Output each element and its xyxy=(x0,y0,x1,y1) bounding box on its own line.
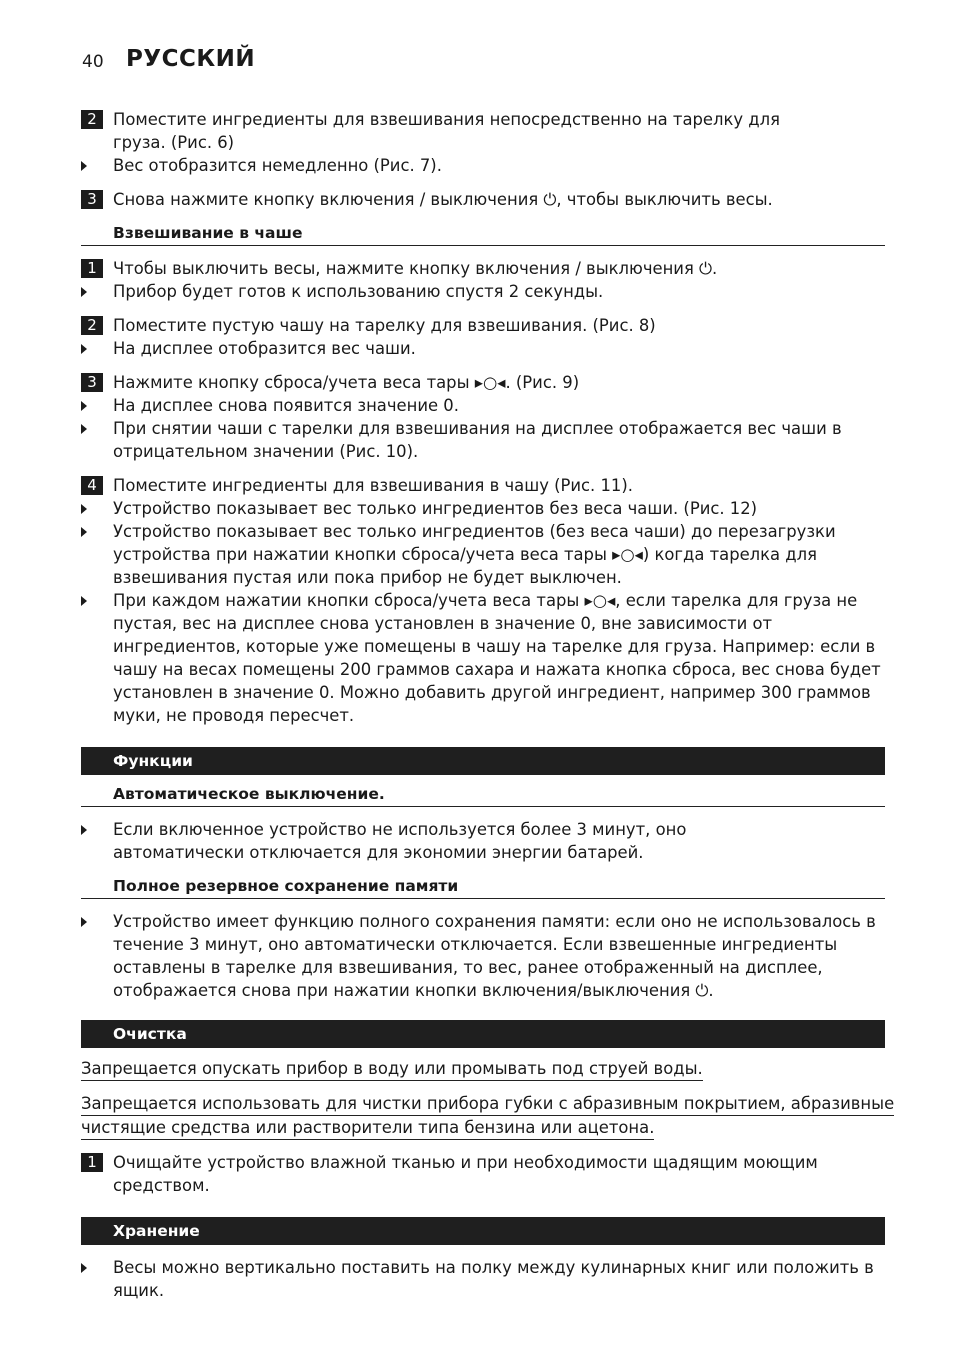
step-text: Поместите ингредиенты для взвешивания непосредственно на тарелку для xyxy=(113,110,780,129)
step-number: 2 xyxy=(81,316,103,335)
bullet-item xyxy=(81,818,885,841)
bullet-text: муки, не проводя пересчет. xyxy=(113,706,355,725)
bullet-text: Устройство показывает вес только ингредиентов (без веса чаши) до перезагрузки xyxy=(113,522,836,541)
section-bar-functions: Функции xyxy=(81,747,885,775)
bullet-text: ящик. xyxy=(113,1281,165,1300)
step-1 xyxy=(81,257,885,280)
step-3 xyxy=(81,371,885,394)
bullet-text: ингредиентов, которые уже помещены в чашу на тарелке для груза. Например: если в xyxy=(113,637,876,656)
bullet-text: При каждом нажатии кнопки сброса/учета веса тары ▸○◂, если тарелка для груза не xyxy=(113,591,858,610)
step-number: 3 xyxy=(81,373,103,392)
bullet-icon xyxy=(81,1263,87,1273)
bullet-text: оставлены в тарелке для взвешивания, то вес, ранее отображенный на дисплее, xyxy=(113,958,823,977)
bullet-item xyxy=(81,1256,885,1279)
bullet-text: отображается снова при нажатии кнопки включения/выключения ⏻. xyxy=(113,981,714,1000)
step-text: Чтобы выключить весы, нажмите кнопку включения / выключения ⏻. xyxy=(113,259,718,278)
page-number: 40 xyxy=(82,52,104,72)
bullet-icon xyxy=(81,504,87,514)
subsection-title: Взвешивание в чаше xyxy=(81,222,885,246)
step-text: Нажмите кнопку сброса/учета веса тары ▸○◂. (Рис. 9) xyxy=(113,373,580,392)
bullet-text: установлен в значение 0. Можно добавить другой ингредиент, например 300 граммов xyxy=(113,683,871,702)
section-bar-storage: Хранение xyxy=(81,1217,885,1245)
bullet-text: отрицательном значении (Рис. 10). xyxy=(113,442,419,461)
bullet-icon xyxy=(81,344,87,354)
bullet-icon xyxy=(81,596,87,606)
warning-text xyxy=(81,1057,885,1081)
subsection-title: Автоматическое выключение. xyxy=(81,783,885,807)
warning-text xyxy=(81,1092,895,1116)
step-number: 1 xyxy=(81,259,103,278)
warning-line: чистящие средства или растворители типа бензина или ацетона. xyxy=(81,1116,654,1140)
step-2 xyxy=(81,108,885,131)
bullet-icon xyxy=(81,161,87,171)
bullet-item xyxy=(81,154,885,177)
bullet-text: автоматически отключается для экономии энергии батарей. xyxy=(113,843,644,862)
bullet-item xyxy=(81,394,885,417)
bullet-text-cont xyxy=(81,612,885,635)
step-text: Очищайте устройство влажной тканью и при необходимости щадящим моющим xyxy=(113,1153,818,1172)
bullet-text-cont xyxy=(81,440,885,463)
step-text-cont xyxy=(81,131,885,154)
warning-line: Запрещается опускать прибор в воду или промывать под струей воды. xyxy=(81,1057,703,1081)
bullet-text: Устройство показывает вес только ингредиентов без веса чаши. (Рис. 12) xyxy=(113,499,758,518)
bullet-text-cont xyxy=(81,658,885,681)
language-title: РУССКИЙ xyxy=(126,46,256,72)
subsection-title: Полное резервное сохранение памяти xyxy=(81,875,885,899)
bullet-icon xyxy=(81,401,87,411)
bullet-text-cont xyxy=(81,1279,885,1302)
step-2 xyxy=(81,314,885,337)
warning-line: Запрещается использовать для чистки прибора губки с абразивным покрытием, абразивные xyxy=(81,1092,894,1116)
warning-text-cont xyxy=(81,1116,885,1140)
bullet-item xyxy=(81,417,885,440)
bullet-icon xyxy=(81,424,87,434)
bullet-item xyxy=(81,497,885,520)
bullet-item xyxy=(81,280,885,303)
step-text: груза. (Рис. 6) xyxy=(113,133,235,152)
bullet-text: Вес отобразится немедленно (Рис. 7). xyxy=(113,156,442,175)
step-number: 1 xyxy=(81,1153,103,1172)
bullet-icon xyxy=(81,917,87,927)
bullet-text-cont xyxy=(81,704,885,727)
bullet-text: устройства при нажатии кнопки сброса/учета веса тары ▸○◂) когда тарелка для xyxy=(113,545,817,564)
manual-content xyxy=(81,108,895,1302)
step-text: Поместите ингредиенты для взвешивания в чашу (Рис. 11). xyxy=(113,476,633,495)
bullet-icon xyxy=(81,527,87,537)
step-text: Поместите пустую чашу на тарелку для взвешивания. (Рис. 8) xyxy=(113,316,656,335)
bullet-text: При снятии чаши с тарелки для взвешивания на дисплее отображается вес чаши в xyxy=(113,419,842,438)
step-1 xyxy=(81,1151,885,1174)
step-number: 4 xyxy=(81,476,103,495)
bullet-text: На дисплее отобразится вес чаши. xyxy=(113,339,416,358)
bullet-text-cont xyxy=(81,543,885,566)
bullet-text-cont xyxy=(81,979,885,1002)
bullet-text: чашу на весах помещены 200 граммов сахара и нажата кнопка сброса, вес снова будет xyxy=(113,660,881,679)
bullet-text: На дисплее снова появится значение 0. xyxy=(113,396,459,415)
bullet-text: Если включенное устройство не используется более 3 минут, оно xyxy=(113,820,687,839)
bullet-icon xyxy=(81,287,87,297)
bullet-text-cont xyxy=(81,566,885,589)
step-text-cont xyxy=(81,1174,885,1197)
bullet-text-cont xyxy=(81,956,885,979)
bullet-text: Весы можно вертикально поставить на полку между кулинарных книг или положить в xyxy=(113,1258,874,1277)
step-text: Снова нажмите кнопку включения / выключения ⏻, чтобы выключить весы. xyxy=(113,190,773,209)
bullet-text: Прибор будет готов к использованию спустя 2 секунды. xyxy=(113,282,604,301)
bullet-text: пустая, вес на дисплее снова установлен в значение 0, вне зависимости от xyxy=(113,614,773,633)
step-number: 3 xyxy=(81,190,103,209)
bullet-item xyxy=(81,337,885,360)
step-text: средством. xyxy=(113,1176,210,1195)
step-number: 2 xyxy=(81,110,103,129)
bullet-text: течение 3 минут, оно автоматически отключается. Если взвешенные ингредиенты xyxy=(113,935,838,954)
bullet-text-cont xyxy=(81,681,885,704)
step-4 xyxy=(81,474,885,497)
bullet-text: взвешивания пустая или пока прибор не будет выключен. xyxy=(113,568,622,587)
bullet-text-cont xyxy=(81,933,885,956)
bullet-text-cont xyxy=(81,841,885,864)
step-3 xyxy=(81,188,885,211)
bullet-item xyxy=(81,910,885,933)
bullet-item xyxy=(81,589,885,612)
bullet-icon xyxy=(81,825,87,835)
bullet-text-cont xyxy=(81,635,885,658)
bullet-text: Устройство имеет функцию полного сохранения памяти: если оно не использовалось в xyxy=(113,912,876,931)
section-bar-cleaning: Очистка xyxy=(81,1020,885,1048)
bullet-item xyxy=(81,520,885,543)
